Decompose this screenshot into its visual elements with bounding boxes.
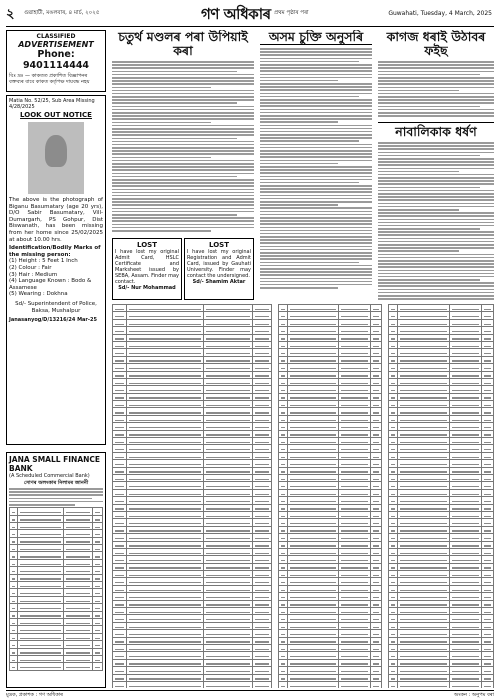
table-row: [389, 622, 494, 629]
table-row: [389, 497, 494, 504]
table-row: [279, 460, 382, 467]
table-row: [113, 556, 272, 563]
table-row: [279, 312, 382, 319]
table-row: [10, 530, 103, 537]
table-row: [389, 563, 494, 570]
table-row: [389, 637, 494, 644]
table-row: [389, 356, 494, 363]
lost-ad-2-body: I have lost my original Registration and Admit Card, issued by Gauhati University. Finder may contact the undersigned.: [187, 249, 251, 279]
lost-ad-2: [184, 238, 254, 300]
table-row: [279, 438, 382, 445]
table-row: [389, 452, 494, 459]
table-row: [389, 415, 494, 422]
table-row: [389, 371, 494, 378]
table-row: [389, 467, 494, 474]
table-row: [389, 349, 494, 356]
table-row: [10, 552, 103, 559]
table-row: [279, 445, 382, 452]
loan-list-right: [388, 304, 494, 688]
table-row: [10, 618, 103, 625]
masthead: গণ অধিকাৰ: [201, 5, 271, 23]
classified-box: [6, 30, 106, 92]
table-row: [10, 611, 103, 618]
table-row: [279, 578, 382, 585]
article-2: [260, 30, 372, 300]
loan-list-middle: [278, 304, 382, 688]
loan-table-1: [112, 304, 272, 688]
table-row: [279, 423, 382, 430]
table-row: [113, 548, 272, 555]
table-row: [279, 349, 382, 356]
table-row: [113, 652, 272, 659]
table-row: [279, 319, 382, 326]
table-row: [113, 511, 272, 518]
lookout-mark-4: (4) Language Known : Bodo & Assamese: [9, 278, 92, 291]
lookout-meta: Matia No. 52/25, Sub Area Missing 4/28/2025: [9, 98, 95, 110]
table-row: [279, 378, 382, 385]
table-row: [113, 467, 272, 474]
table-row: [389, 504, 494, 511]
table-row: [389, 615, 494, 622]
lookout-notice: [6, 95, 106, 445]
table-row: [113, 593, 272, 600]
table-row: [389, 327, 494, 334]
article-1-body: [112, 61, 254, 232]
table-row: [389, 541, 494, 548]
date-left: গুৱাহাটী, মঙলবাৰ, ৪ মাৰ্চ, ২০২৫: [24, 10, 100, 16]
missing-person-photo: [28, 122, 84, 194]
table-row: [279, 541, 382, 548]
lookout-mark-3: (3) Hair : Medium: [9, 271, 58, 278]
table-row: [279, 386, 382, 393]
table-row: [389, 578, 494, 585]
table-row: [279, 659, 382, 666]
table-row: [279, 497, 382, 504]
table-row: [279, 364, 382, 371]
table-row: [279, 341, 382, 348]
table-row: [389, 378, 494, 385]
table-row: [279, 356, 382, 363]
lookout-signature: Sd/- Superintendent of Police, Baksa, Mushalpur: [15, 300, 97, 314]
article-3: [378, 30, 494, 118]
table-row: [389, 652, 494, 659]
table-row: [10, 559, 103, 566]
table-row: [279, 474, 382, 481]
table-row: [113, 482, 272, 489]
table-row: [389, 423, 494, 430]
table-row: [279, 667, 382, 674]
footer-left: মুদ্ৰক, প্ৰকাশক : গণ অধিকাৰ: [6, 692, 63, 698]
table-row: [389, 445, 494, 452]
table-row: [389, 534, 494, 541]
table-row: [10, 648, 103, 655]
table-row: [113, 327, 272, 334]
table-row: [279, 681, 382, 688]
table-row: [113, 341, 272, 348]
lookout-mark-5: (5) Wearing : Dokhna: [9, 291, 68, 298]
table-row: [113, 364, 272, 371]
classified-title: ADVERTISEMENT: [18, 40, 94, 49]
table-row: [279, 482, 382, 489]
table-row: [113, 445, 272, 452]
bank-notice: [6, 452, 106, 688]
table-row: [10, 537, 103, 544]
table-row: [10, 589, 103, 596]
table-row: [279, 548, 382, 555]
table-row: [389, 438, 494, 445]
table-row: [279, 563, 382, 570]
article-3-body: [378, 61, 494, 118]
table-row: [389, 548, 494, 555]
article-1-title: চতুৰ্থ মণ্ডলৰ পৰা উপিয়াই কৰা: [118, 30, 248, 58]
table-row: [279, 637, 382, 644]
table-row: [389, 474, 494, 481]
table-row: [279, 600, 382, 607]
table-row: [389, 482, 494, 489]
table-row: [10, 508, 103, 515]
table-row: [279, 674, 382, 681]
table-row: [389, 489, 494, 496]
loan-list-left: [112, 304, 272, 688]
table-row: [389, 556, 494, 563]
table-row: [10, 574, 103, 581]
loan-table-2: [278, 304, 382, 688]
table-row: [113, 534, 272, 541]
table-row: [279, 622, 382, 629]
table-row: [389, 305, 494, 312]
table-row: [389, 659, 494, 666]
table-row: [113, 378, 272, 385]
table-row: [113, 474, 272, 481]
table-row: [113, 312, 272, 319]
bank-tagline: (A Scheduled Commercial Bank): [9, 473, 90, 479]
table-row: [389, 364, 494, 371]
table-row: [113, 452, 272, 459]
table-row: [279, 452, 382, 459]
table-row: [389, 430, 494, 437]
table-row: [279, 630, 382, 637]
lookout-mark-1: (1) Height : 5 Feet 1 Inch: [9, 258, 78, 265]
table-row: [279, 556, 382, 563]
lookout-ref: Janasanyog/D/13216/24 Mar-25: [9, 317, 97, 324]
table-row: [113, 430, 272, 437]
table-row: [10, 641, 103, 648]
table-row: [10, 522, 103, 529]
table-row: [113, 578, 272, 585]
table-row: [279, 608, 382, 615]
table-row: [10, 626, 103, 633]
table-row: [279, 585, 382, 592]
table-row: [279, 615, 382, 622]
table-row: [279, 371, 382, 378]
table-row: [10, 604, 103, 611]
table-row: [389, 341, 494, 348]
bank-loan-table: [9, 507, 103, 671]
table-row: [279, 526, 382, 533]
table-row: [389, 674, 494, 681]
table-row: [10, 545, 103, 552]
classified-phone: Phone: 9401114444: [22, 49, 90, 71]
table-row: [113, 622, 272, 629]
table-row: [113, 674, 272, 681]
table-row: [113, 319, 272, 326]
table-row: [113, 401, 272, 408]
bank-name: JANA SMALL FINANCE BANK: [9, 455, 101, 473]
table-row: [389, 593, 494, 600]
article-4-title: নাবালিকাক ধৰ্ষণ: [378, 122, 494, 139]
table-row: [279, 401, 382, 408]
table-row: [279, 415, 382, 422]
table-row: [113, 504, 272, 511]
footer-right: অংকন : অনুপম বৰা: [454, 692, 494, 698]
table-row: [279, 534, 382, 541]
article-4-body: [378, 142, 494, 300]
table-row: [389, 393, 494, 400]
table-row: [389, 386, 494, 393]
table-row: [279, 305, 382, 312]
table-row: [389, 526, 494, 533]
table-row: [113, 667, 272, 674]
table-row: [113, 438, 272, 445]
table-row: [113, 519, 272, 526]
table-row: [113, 423, 272, 430]
table-row: [389, 334, 494, 341]
table-row: [279, 334, 382, 341]
table-row: [279, 393, 382, 400]
table-row: [389, 600, 494, 607]
table-row: [389, 511, 494, 518]
table-row: [279, 593, 382, 600]
table-row: [113, 644, 272, 651]
table-row: [113, 659, 272, 666]
table-row: [10, 567, 103, 574]
table-row: [113, 305, 272, 312]
table-row: [113, 349, 272, 356]
table-row: [389, 401, 494, 408]
bank-notice-body: [9, 488, 103, 506]
table-row: [113, 541, 272, 548]
table-row: [113, 356, 272, 363]
table-row: [113, 600, 272, 607]
table-row: [389, 571, 494, 578]
table-row: [113, 415, 272, 422]
article-1: [112, 30, 254, 235]
table-row: [113, 526, 272, 533]
table-row: [113, 393, 272, 400]
table-row: [10, 663, 103, 670]
table-row: [113, 408, 272, 415]
classified-label: CLASSIFIED: [36, 33, 76, 40]
table-row: [389, 519, 494, 526]
table-row: [389, 667, 494, 674]
table-row: [279, 467, 382, 474]
table-row: [389, 460, 494, 467]
table-row: [113, 489, 272, 496]
table-row: [279, 489, 382, 496]
table-row: [389, 630, 494, 637]
table-row: [279, 504, 382, 511]
table-row: [113, 334, 272, 341]
table-row: [279, 327, 382, 334]
table-row: [279, 408, 382, 415]
table-row: [113, 608, 272, 615]
table-row: [113, 497, 272, 504]
table-row: [113, 585, 272, 592]
table-row: [113, 630, 272, 637]
table-row: [279, 571, 382, 578]
table-row: [10, 655, 103, 662]
article-2-body: [260, 48, 372, 289]
table-row: [10, 515, 103, 522]
table-row: [389, 319, 494, 326]
table-row: [113, 563, 272, 570]
table-row: [389, 312, 494, 319]
article-2-title: অসম চুক্তি অনুসৰি: [260, 30, 372, 45]
lookout-marks-intro: Identification/Bodily Marks of the missing person:: [9, 245, 101, 258]
lost-ad-1-body: I have lost my original Admit Card, HSLC Certificate and Marksheet issued by SEBA, Assam. Finder may contact.: [115, 249, 179, 285]
lookout-mark-2: (2) Colour : Fair: [9, 264, 52, 271]
table-row: [389, 681, 494, 688]
loan-table-3: [388, 304, 494, 688]
classified-note: বিঃ দ্ৰঃ — কাকতত প্ৰকাশিত বিজ্ঞাপনৰ বক্তব্যৰ বাবে কাকত কৰ্তৃপক্ষ দায়বদ্ধ নহয়: [9, 73, 90, 85]
edition-label: প্ৰথম পৃষ্ঠাৰ পৰা: [274, 10, 309, 16]
page-footer: [6, 690, 494, 700]
table-row: [389, 408, 494, 415]
table-row: [113, 460, 272, 467]
bank-subtitle: সোণৰ অলংকাৰ নিলামৰ জাননী: [23, 480, 89, 486]
left-column: [6, 30, 106, 448]
table-row: [10, 582, 103, 589]
lookout-title: LOOK OUT NOTICE: [20, 111, 92, 119]
lost-ad-1: [112, 238, 182, 300]
table-row: [279, 519, 382, 526]
table-row: [113, 681, 272, 688]
table-row: [389, 644, 494, 651]
article-4: [378, 122, 494, 300]
lost-ad-1-title: LOST: [137, 241, 157, 249]
date-right: Guwahati, Tuesday, 4 March, 2025: [388, 10, 492, 17]
table-row: [113, 615, 272, 622]
article-3-title: কাগজ ধৰাই উঠাবৰ ফইছ: [386, 30, 486, 58]
lookout-body: The above is the photograph of Biganu Basumatary (age 20 yrs), D/O Sabir Basumatary, Vill-Dumargarh, PS Gohpur, Dist Biswanath, has been missing from her home since 25/02/2025 at about 10.00 hrs.: [9, 197, 103, 243]
lost-ads: [112, 238, 254, 300]
table-row: [389, 608, 494, 615]
table-row: [279, 652, 382, 659]
table-row: [279, 644, 382, 651]
table-row: [279, 511, 382, 518]
table-row: [113, 371, 272, 378]
lost-ad-1-signature: Sd/- Nur Mohammad: [118, 285, 176, 291]
table-row: [113, 386, 272, 393]
table-row: [10, 633, 103, 640]
lost-ad-2-title: LOST: [209, 241, 229, 249]
table-row: [279, 430, 382, 437]
table-row: [113, 637, 272, 644]
table-row: [389, 585, 494, 592]
lost-ad-2-signature: Sd/- Shamim Aktar: [192, 279, 246, 285]
page-number: ২: [6, 7, 15, 22]
table-row: [10, 596, 103, 603]
table-row: [113, 571, 272, 578]
page-header: [6, 4, 494, 27]
